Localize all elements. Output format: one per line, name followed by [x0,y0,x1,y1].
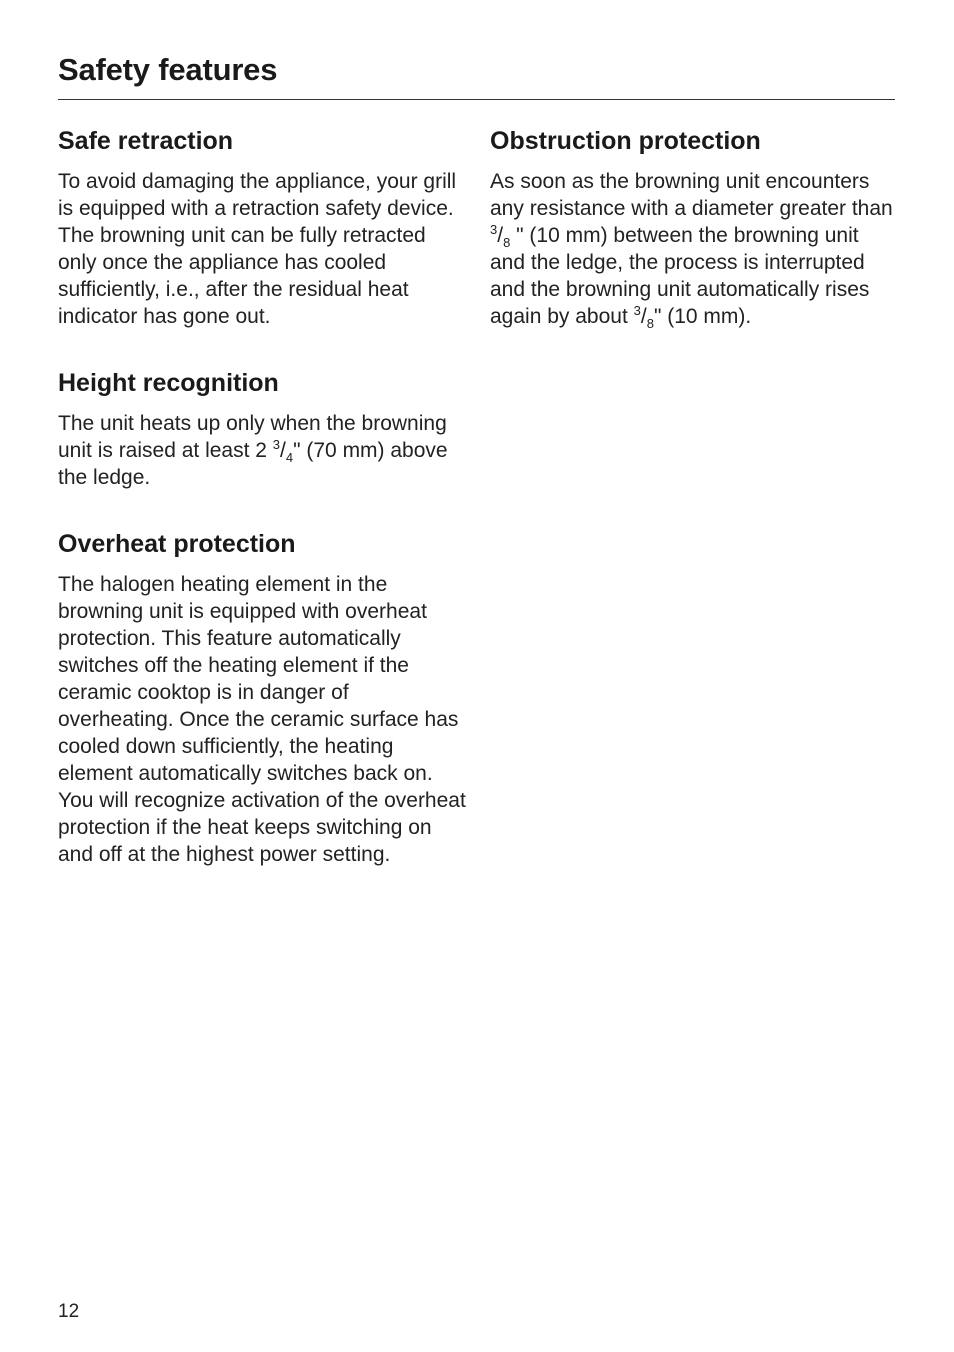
section-obstruction-protection [490,124,895,330]
section-heading: Safe retraction [58,127,234,155]
section-heading: Height recognition [58,369,279,397]
left-column [58,124,468,904]
fraction-denominator: 8 [646,316,654,331]
section-body: As soon as the browning unit encounters any resistance with a diameter greater than $^3/_8$ " (10 mm) between the browning unit and the ledge, the process is interrupted and the browning unit automatically rises again by about $^3/_8$" (10 mm). [490,170,893,331]
body-text: The unit heats up only when the browning unit is raised at least 2 [58,412,447,462]
section-heading: Overheat protection [58,530,296,558]
section-height-recognition [58,366,468,491]
section-heading: Obstruction protection [490,127,761,155]
section-safe-retraction [58,124,468,330]
page-title: Safety features [58,52,278,87]
fraction-numerator: 3 [490,222,498,237]
section-body: The unit heats up only when the browning unit is raised at least 2 $^3/_4$" (70 mm) above the ledge. [58,412,448,489]
body-text: " (10 mm) between the browning unit and the ledge, the process is interrupted and the browning unit automatically rises again by about [490,224,870,328]
section-body: The halogen heating element in the browning unit is equipped with overheat protection. This feature automatically switches off the heating element if the ceramic cooktop is in danger of overheating. Once the ceramic surface has cooled down sufficiently, the heating element automatically switches back on. You will recognize activation of the overheat protection if the heat keeps switching on and off at the highest power setting. [58,573,466,866]
page-number: 12 [58,1301,80,1322]
section-body: To avoid damaging the appliance, your grill is equipped with a retraction safety device. The browning unit can be fully retracted only once the appliance has cooled sufficiently, i.e., after the residual heat indicator has gone out. [58,170,457,328]
right-column [490,124,895,366]
title-divider [58,99,895,100]
body-text: As soon as the browning unit encounters any resistance with a diameter greater than [490,170,893,220]
body-text: " (70 mm) above the ledge. [58,439,448,489]
section-overheat-protection [58,527,468,868]
fraction-denominator: 8 [503,235,511,250]
fraction-numerator: 3 [272,437,281,452]
fraction-denominator: 4 [285,450,294,465]
body-text: " (10 mm). [653,305,752,328]
fraction-numerator: 3 [633,303,641,318]
